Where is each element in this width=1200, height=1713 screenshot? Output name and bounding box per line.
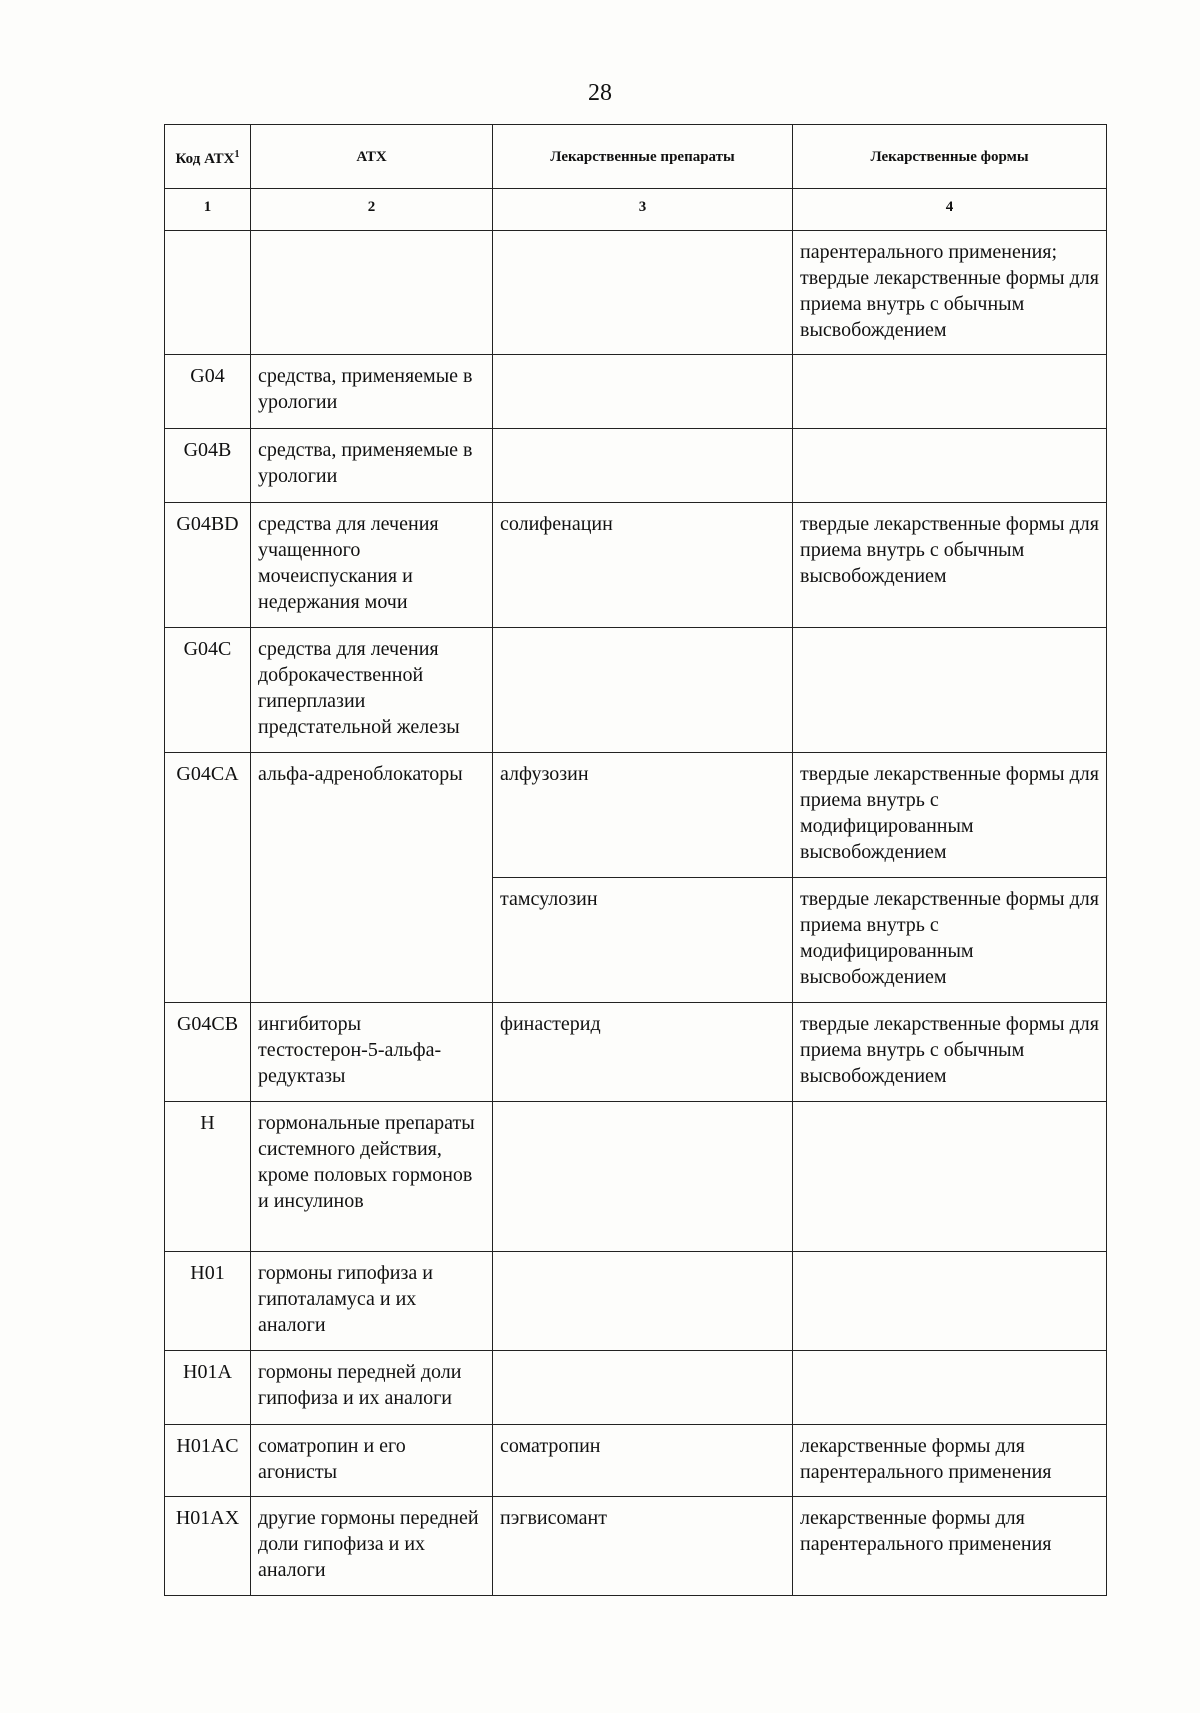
table-row: [165, 1003, 1107, 1102]
atx-code: G04CA: [165, 753, 251, 1003]
atx-name: средства для лечения доброкачественной гиперплазии предстательной железы: [251, 628, 493, 753]
column-number: 3: [493, 189, 793, 231]
table-row: [165, 1497, 1107, 1596]
table-row: [165, 503, 1107, 628]
dosage-form: [793, 429, 1107, 503]
table-row: [165, 1252, 1107, 1351]
atx-code: H01A: [165, 1351, 251, 1425]
table-row: [165, 1351, 1107, 1425]
atx-name: средства для лечения учащенного мочеиспускания и недержания мочи: [251, 503, 493, 628]
atx-code: [165, 231, 251, 355]
drug-name: финастерид: [493, 1003, 793, 1102]
atx-name: альфа-адреноблокаторы: [251, 753, 493, 1003]
header-forms: Лекарственные формы: [793, 125, 1107, 189]
atx-code: H01: [165, 1252, 251, 1351]
atx-code: G04B: [165, 429, 251, 503]
header-atx: АТХ: [251, 125, 493, 189]
dosage-form: парентерального применения; твердые лекарственные формы для приема внутрь с обычным высвобождением: [793, 231, 1107, 355]
atx-code: G04C: [165, 628, 251, 753]
drug-name: [493, 1351, 793, 1425]
atx-name: гормональные препараты системного действия, кроме половых гормонов и инсулинов: [251, 1102, 493, 1252]
drug-name: [493, 429, 793, 503]
dosage-form: лекарственные формы для парентерального применения: [793, 1497, 1107, 1596]
dosage-form: [793, 355, 1107, 429]
dosage-form: твердые лекарственные формы для приема внутрь с обычным высвобождением: [793, 503, 1107, 628]
drug-name: [493, 231, 793, 355]
header-code-atx: Код АТХ$^1$: [165, 125, 251, 189]
drug-name: алфузозин: [493, 753, 793, 878]
dosage-form: твердые лекарственные формы для приема внутрь с модифицированным высвобождением: [793, 878, 1107, 1003]
drug-name: [493, 628, 793, 753]
drug-name: [493, 1252, 793, 1351]
column-number: 2: [251, 189, 493, 231]
atx-code: G04BD: [165, 503, 251, 628]
atx-code: H01AC: [165, 1425, 251, 1497]
header-drugs: Лекарственные препараты: [493, 125, 793, 189]
dosage-form: лекарственные формы для парентерального применения: [793, 1425, 1107, 1497]
table-row: [165, 753, 1107, 878]
dosage-form: твердые лекарственные формы для приема внутрь с модифицированным высвобождением: [793, 753, 1107, 878]
atx-name: средства, применяемые в урологии: [251, 355, 493, 429]
table-row: [165, 429, 1107, 503]
dosage-form: [793, 628, 1107, 753]
column-number: 1: [165, 189, 251, 231]
drug-name: солифенацин: [493, 503, 793, 628]
table-row: [165, 355, 1107, 429]
atx-table: [164, 124, 1107, 1596]
dosage-form: твердые лекарственные формы для приема внутрь с обычным высвобождением: [793, 1003, 1107, 1102]
page-number: 28: [588, 80, 612, 106]
atx-name: соматропин и его агонисты: [251, 1425, 493, 1497]
atx-name: гормоны передней доли гипофиза и их аналоги: [251, 1351, 493, 1425]
atx-name: ингибиторы тестостерон-5-альфа-редуктазы: [251, 1003, 493, 1102]
dosage-form: [793, 1102, 1107, 1252]
dosage-form: [793, 1351, 1107, 1425]
table-row: [165, 1425, 1107, 1497]
atx-name: средства, применяемые в урологии: [251, 429, 493, 503]
drug-name: пэгвисомант: [493, 1497, 793, 1596]
dosage-form: [793, 1252, 1107, 1351]
atx-name: другие гормоны передней доли гипофиза и их аналоги: [251, 1497, 493, 1596]
drug-name: тамсулозин: [493, 878, 793, 1003]
column-number: 4: [793, 189, 1107, 231]
atx-code: G04CB: [165, 1003, 251, 1102]
column-number-row: [165, 189, 1107, 231]
drug-name: соматропин: [493, 1425, 793, 1497]
table-row: [165, 1102, 1107, 1252]
table-row: [165, 231, 1107, 355]
table-header-row: [165, 125, 1107, 189]
drug-name: [493, 1102, 793, 1252]
table-row: [165, 628, 1107, 753]
atx-code: H01AX: [165, 1497, 251, 1596]
atx-code: H: [165, 1102, 251, 1252]
atx-code: G04: [165, 355, 251, 429]
atx-name: гормоны гипофиза и гипоталамуса и их аналоги: [251, 1252, 493, 1351]
atx-name: [251, 231, 493, 355]
drug-name: [493, 355, 793, 429]
